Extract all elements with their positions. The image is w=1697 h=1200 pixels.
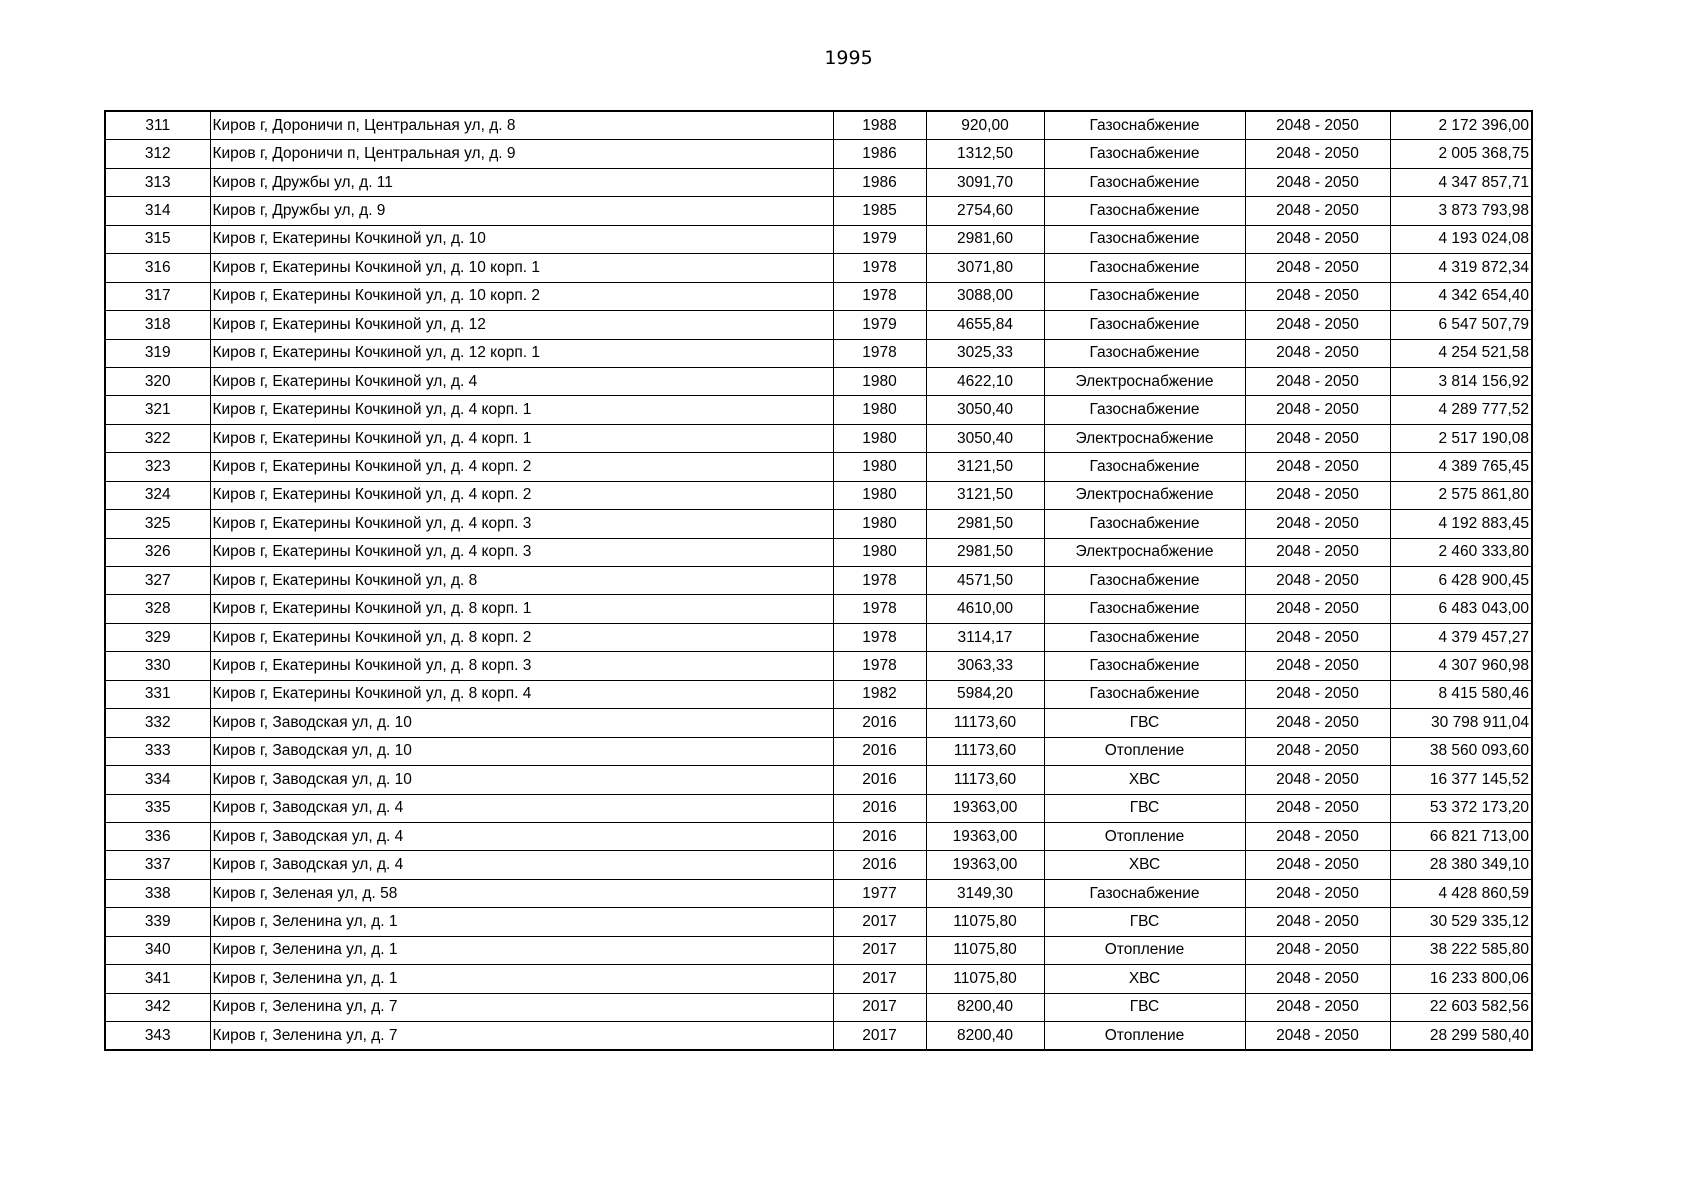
cost-cell: 66 821 713,00 <box>1390 822 1532 850</box>
cost-cell: 2 005 368,75 <box>1390 140 1532 168</box>
row-number-cell: 320 <box>105 367 210 395</box>
year-cell: 1980 <box>833 424 926 452</box>
address-cell: Киров г, Екатерины Кочкиной ул, д. 10 <box>210 225 833 253</box>
row-number-cell: 321 <box>105 396 210 424</box>
year-cell: 1978 <box>833 595 926 623</box>
year-cell: 1980 <box>833 367 926 395</box>
table-row <box>105 936 1532 964</box>
table-body <box>105 111 1532 1050</box>
repair-period-cell: 2048 - 2050 <box>1245 851 1390 879</box>
cost-cell: 6 483 043,00 <box>1390 595 1532 623</box>
address-cell: Киров г, Зеленина ул, д. 1 <box>210 936 833 964</box>
table-row <box>105 822 1532 850</box>
year-cell: 1978 <box>833 567 926 595</box>
year-cell: 1986 <box>833 140 926 168</box>
table-row <box>105 367 1532 395</box>
area-cell: 4655,84 <box>926 311 1044 339</box>
repair-period-cell: 2048 - 2050 <box>1245 538 1390 566</box>
area-cell: 3050,40 <box>926 396 1044 424</box>
address-cell: Киров г, Екатерины Кочкиной ул, д. 4 корп. 3 <box>210 538 833 566</box>
year-cell: 1977 <box>833 879 926 907</box>
system-type-cell: Газоснабжение <box>1044 595 1245 623</box>
system-type-cell: Газоснабжение <box>1044 396 1245 424</box>
cost-cell: 4 289 777,52 <box>1390 396 1532 424</box>
row-number-cell: 333 <box>105 737 210 765</box>
table-row <box>105 737 1532 765</box>
area-cell: 11173,60 <box>926 709 1044 737</box>
address-cell: Киров г, Зеленая ул, д. 58 <box>210 879 833 907</box>
year-cell: 2016 <box>833 822 926 850</box>
year-cell: 2017 <box>833 936 926 964</box>
address-cell: Киров г, Зеленина ул, д. 7 <box>210 993 833 1021</box>
row-number-cell: 325 <box>105 510 210 538</box>
cost-cell: 3 814 156,92 <box>1390 367 1532 395</box>
area-cell: 4610,00 <box>926 595 1044 623</box>
cost-cell: 28 299 580,40 <box>1390 1022 1532 1051</box>
cost-cell: 30 798 911,04 <box>1390 709 1532 737</box>
area-cell: 11075,80 <box>926 965 1044 993</box>
repair-period-cell: 2048 - 2050 <box>1245 1022 1390 1051</box>
address-cell: Киров г, Екатерины Кочкиной ул, д. 4 корп. 2 <box>210 481 833 509</box>
row-number-cell: 340 <box>105 936 210 964</box>
year-cell: 2017 <box>833 908 926 936</box>
table-row <box>105 965 1532 993</box>
table-row <box>105 282 1532 310</box>
system-type-cell: Газоснабжение <box>1044 197 1245 225</box>
table-row <box>105 794 1532 822</box>
row-number-cell: 324 <box>105 481 210 509</box>
system-type-cell: Газоснабжение <box>1044 680 1245 708</box>
address-cell: Киров г, Заводская ул, д. 4 <box>210 822 833 850</box>
repair-period-cell: 2048 - 2050 <box>1245 822 1390 850</box>
area-cell: 2981,50 <box>926 510 1044 538</box>
table-row <box>105 879 1532 907</box>
area-cell: 19363,00 <box>926 851 1044 879</box>
repair-period-cell: 2048 - 2050 <box>1245 424 1390 452</box>
address-cell: Киров г, Екатерины Кочкиной ул, д. 4 корп. 1 <box>210 424 833 452</box>
area-cell: 19363,00 <box>926 794 1044 822</box>
address-cell: Киров г, Екатерины Кочкиной ул, д. 8 корп. 1 <box>210 595 833 623</box>
address-cell: Киров г, Екатерины Кочкиной ул, д. 10 корп. 1 <box>210 254 833 282</box>
area-cell: 4571,50 <box>926 567 1044 595</box>
year-cell: 2017 <box>833 1022 926 1051</box>
year-cell: 1978 <box>833 282 926 310</box>
repair-period-cell: 2048 - 2050 <box>1245 652 1390 680</box>
address-cell: Киров г, Зеленина ул, д. 1 <box>210 965 833 993</box>
repair-period-cell: 2048 - 2050 <box>1245 197 1390 225</box>
table-row <box>105 908 1532 936</box>
area-cell: 3114,17 <box>926 623 1044 651</box>
row-number-cell: 334 <box>105 766 210 794</box>
year-cell: 2016 <box>833 766 926 794</box>
repair-period-cell: 2048 - 2050 <box>1245 339 1390 367</box>
address-cell: Киров г, Екатерины Кочкиной ул, д. 4 корп. 2 <box>210 453 833 481</box>
year-cell: 2016 <box>833 709 926 737</box>
year-cell: 2016 <box>833 851 926 879</box>
system-type-cell: Газоснабжение <box>1044 282 1245 310</box>
row-number-cell: 337 <box>105 851 210 879</box>
address-cell: Киров г, Екатерины Кочкиной ул, д. 10 корп. 2 <box>210 282 833 310</box>
table-row <box>105 339 1532 367</box>
row-number-cell: 335 <box>105 794 210 822</box>
cost-cell: 22 603 582,56 <box>1390 993 1532 1021</box>
cost-cell: 16 233 800,06 <box>1390 965 1532 993</box>
system-type-cell: Газоснабжение <box>1044 168 1245 196</box>
row-number-cell: 314 <box>105 197 210 225</box>
address-cell: Киров г, Екатерины Кочкиной ул, д. 12 корп. 1 <box>210 339 833 367</box>
area-cell: 11075,80 <box>926 908 1044 936</box>
row-number-cell: 327 <box>105 567 210 595</box>
table-row <box>105 396 1532 424</box>
registry-table <box>104 110 1533 1051</box>
system-type-cell: Газоснабжение <box>1044 453 1245 481</box>
repair-period-cell: 2048 - 2050 <box>1245 453 1390 481</box>
cost-cell: 3 873 793,98 <box>1390 197 1532 225</box>
cost-cell: 2 575 861,80 <box>1390 481 1532 509</box>
year-cell: 1979 <box>833 225 926 253</box>
system-type-cell: Газоснабжение <box>1044 652 1245 680</box>
table-row <box>105 567 1532 595</box>
system-type-cell: ХВС <box>1044 766 1245 794</box>
row-number-cell: 331 <box>105 680 210 708</box>
system-type-cell: Отопление <box>1044 1022 1245 1051</box>
system-type-cell: Газоснабжение <box>1044 254 1245 282</box>
system-type-cell: Отопление <box>1044 936 1245 964</box>
repair-period-cell: 2048 - 2050 <box>1245 965 1390 993</box>
year-cell: 1986 <box>833 168 926 196</box>
address-cell: Киров г, Екатерины Кочкиной ул, д. 8 корп. 4 <box>210 680 833 708</box>
repair-period-cell: 2048 - 2050 <box>1245 311 1390 339</box>
cost-cell: 4 342 654,40 <box>1390 282 1532 310</box>
row-number-cell: 318 <box>105 311 210 339</box>
repair-period-cell: 2048 - 2050 <box>1245 766 1390 794</box>
table-row <box>105 652 1532 680</box>
address-cell: Киров г, Екатерины Кочкиной ул, д. 4 корп. 1 <box>210 396 833 424</box>
address-cell: Киров г, Екатерины Кочкиной ул, д. 4 <box>210 367 833 395</box>
repair-period-cell: 2048 - 2050 <box>1245 168 1390 196</box>
repair-period-cell: 2048 - 2050 <box>1245 993 1390 1021</box>
cost-cell: 4 379 457,27 <box>1390 623 1532 651</box>
cost-cell: 16 377 145,52 <box>1390 766 1532 794</box>
area-cell: 11173,60 <box>926 737 1044 765</box>
repair-period-cell: 2048 - 2050 <box>1245 737 1390 765</box>
row-number-cell: 339 <box>105 908 210 936</box>
row-number-cell: 312 <box>105 140 210 168</box>
year-cell: 2016 <box>833 794 926 822</box>
cost-cell: 8 415 580,46 <box>1390 680 1532 708</box>
system-type-cell: Газоснабжение <box>1044 311 1245 339</box>
area-cell: 8200,40 <box>926 1022 1044 1051</box>
table-row <box>105 311 1532 339</box>
system-type-cell: Электроснабжение <box>1044 424 1245 452</box>
system-type-cell: Электроснабжение <box>1044 538 1245 566</box>
cost-cell: 30 529 335,12 <box>1390 908 1532 936</box>
row-number-cell: 329 <box>105 623 210 651</box>
cost-cell: 28 380 349,10 <box>1390 851 1532 879</box>
system-type-cell: Газоснабжение <box>1044 623 1245 651</box>
table-row <box>105 140 1532 168</box>
system-type-cell: ГВС <box>1044 908 1245 936</box>
row-number-cell: 336 <box>105 822 210 850</box>
area-cell: 3121,50 <box>926 453 1044 481</box>
repair-period-cell: 2048 - 2050 <box>1245 595 1390 623</box>
area-cell: 920,00 <box>926 111 1044 140</box>
repair-period-cell: 2048 - 2050 <box>1245 140 1390 168</box>
address-cell: Киров г, Екатерины Кочкиной ул, д. 8 <box>210 567 833 595</box>
year-cell: 1979 <box>833 311 926 339</box>
table-row <box>105 225 1532 253</box>
system-type-cell: ХВС <box>1044 965 1245 993</box>
table-row <box>105 595 1532 623</box>
year-cell: 1978 <box>833 254 926 282</box>
address-cell: Киров г, Зеленина ул, д. 7 <box>210 1022 833 1051</box>
system-type-cell: Газоснабжение <box>1044 225 1245 253</box>
address-cell: Киров г, Дружбы ул, д. 9 <box>210 197 833 225</box>
cost-cell: 4 319 872,34 <box>1390 254 1532 282</box>
address-cell: Киров г, Зеленина ул, д. 1 <box>210 908 833 936</box>
system-type-cell: Газоснабжение <box>1044 111 1245 140</box>
table-row <box>105 538 1532 566</box>
system-type-cell: ГВС <box>1044 993 1245 1021</box>
year-cell: 1980 <box>833 510 926 538</box>
page-number: 1995 <box>824 47 873 69</box>
row-number-cell: 317 <box>105 282 210 310</box>
row-number-cell: 326 <box>105 538 210 566</box>
repair-period-cell: 2048 - 2050 <box>1245 623 1390 651</box>
table-row <box>105 1022 1532 1051</box>
cost-cell: 4 307 960,98 <box>1390 652 1532 680</box>
address-cell: Киров г, Екатерины Кочкиной ул, д. 8 корп. 2 <box>210 623 833 651</box>
area-cell: 3050,40 <box>926 424 1044 452</box>
area-cell: 2981,50 <box>926 538 1044 566</box>
address-cell: Киров г, Заводская ул, д. 4 <box>210 794 833 822</box>
repair-period-cell: 2048 - 2050 <box>1245 567 1390 595</box>
repair-period-cell: 2048 - 2050 <box>1245 254 1390 282</box>
repair-period-cell: 2048 - 2050 <box>1245 367 1390 395</box>
address-cell: Киров г, Екатерины Кочкиной ул, д. 8 корп. 3 <box>210 652 833 680</box>
address-cell: Киров г, Екатерины Кочкиной ул, д. 12 <box>210 311 833 339</box>
row-number-cell: 341 <box>105 965 210 993</box>
cost-cell: 4 428 860,59 <box>1390 879 1532 907</box>
system-type-cell: Газоснабжение <box>1044 567 1245 595</box>
cost-cell: 4 192 883,45 <box>1390 510 1532 538</box>
year-cell: 1980 <box>833 481 926 509</box>
cost-cell: 38 560 093,60 <box>1390 737 1532 765</box>
year-cell: 1980 <box>833 538 926 566</box>
repair-period-cell: 2048 - 2050 <box>1245 908 1390 936</box>
table-row <box>105 766 1532 794</box>
row-number-cell: 311 <box>105 111 210 140</box>
address-cell: Киров г, Заводская ул, д. 10 <box>210 766 833 794</box>
system-type-cell: Газоснабжение <box>1044 140 1245 168</box>
area-cell: 5984,20 <box>926 680 1044 708</box>
year-cell: 1988 <box>833 111 926 140</box>
year-cell: 1978 <box>833 623 926 651</box>
table-row <box>105 851 1532 879</box>
area-cell: 2754,60 <box>926 197 1044 225</box>
address-cell: Киров г, Дружбы ул, д. 11 <box>210 168 833 196</box>
area-cell: 2981,60 <box>926 225 1044 253</box>
repair-period-cell: 2048 - 2050 <box>1245 282 1390 310</box>
area-cell: 3063,33 <box>926 652 1044 680</box>
table-row <box>105 510 1532 538</box>
area-cell: 3025,33 <box>926 339 1044 367</box>
repair-period-cell: 2048 - 2050 <box>1245 510 1390 538</box>
row-number-cell: 322 <box>105 424 210 452</box>
area-cell: 4622,10 <box>926 367 1044 395</box>
repair-period-cell: 2048 - 2050 <box>1245 396 1390 424</box>
row-number-cell: 330 <box>105 652 210 680</box>
area-cell: 11173,60 <box>926 766 1044 794</box>
table-row <box>105 168 1532 196</box>
cost-cell: 2 460 333,80 <box>1390 538 1532 566</box>
cost-cell: 4 193 024,08 <box>1390 225 1532 253</box>
table-row <box>105 680 1532 708</box>
row-number-cell: 313 <box>105 168 210 196</box>
system-type-cell: Электроснабжение <box>1044 367 1245 395</box>
repair-period-cell: 2048 - 2050 <box>1245 709 1390 737</box>
address-cell: Киров г, Дороничи п, Центральная ул, д. 9 <box>210 140 833 168</box>
system-type-cell: Отопление <box>1044 822 1245 850</box>
table-row <box>105 424 1532 452</box>
address-cell: Киров г, Заводская ул, д. 4 <box>210 851 833 879</box>
repair-period-cell: 2048 - 2050 <box>1245 680 1390 708</box>
table-row <box>105 111 1532 140</box>
table-row <box>105 254 1532 282</box>
area-cell: 19363,00 <box>926 822 1044 850</box>
area-cell: 1312,50 <box>926 140 1044 168</box>
row-number-cell: 342 <box>105 993 210 1021</box>
year-cell: 2017 <box>833 965 926 993</box>
address-cell: Киров г, Дороничи п, Центральная ул, д. 8 <box>210 111 833 140</box>
row-number-cell: 343 <box>105 1022 210 1051</box>
row-number-cell: 338 <box>105 879 210 907</box>
row-number-cell: 316 <box>105 254 210 282</box>
area-cell: 3149,30 <box>926 879 1044 907</box>
repair-period-cell: 2048 - 2050 <box>1245 111 1390 140</box>
table-row <box>105 709 1532 737</box>
year-cell: 2017 <box>833 993 926 1021</box>
system-type-cell: ГВС <box>1044 709 1245 737</box>
system-type-cell: Газоснабжение <box>1044 339 1245 367</box>
year-cell: 1985 <box>833 197 926 225</box>
area-cell: 3071,80 <box>926 254 1044 282</box>
area-cell: 3091,70 <box>926 168 1044 196</box>
row-number-cell: 328 <box>105 595 210 623</box>
cost-cell: 4 347 857,71 <box>1390 168 1532 196</box>
repair-period-cell: 2048 - 2050 <box>1245 225 1390 253</box>
year-cell: 1978 <box>833 652 926 680</box>
repair-period-cell: 2048 - 2050 <box>1245 481 1390 509</box>
address-cell: Киров г, Заводская ул, д. 10 <box>210 737 833 765</box>
system-type-cell: Электроснабжение <box>1044 481 1245 509</box>
year-cell: 1978 <box>833 339 926 367</box>
area-cell: 11075,80 <box>926 936 1044 964</box>
table-row <box>105 453 1532 481</box>
cost-cell: 2 172 396,00 <box>1390 111 1532 140</box>
area-cell: 8200,40 <box>926 993 1044 1021</box>
year-cell: 1980 <box>833 453 926 481</box>
row-number-cell: 323 <box>105 453 210 481</box>
row-number-cell: 315 <box>105 225 210 253</box>
cost-cell: 6 547 507,79 <box>1390 311 1532 339</box>
system-type-cell: Отопление <box>1044 737 1245 765</box>
table-row <box>105 623 1532 651</box>
year-cell: 2016 <box>833 737 926 765</box>
repair-period-cell: 2048 - 2050 <box>1245 794 1390 822</box>
address-cell: Киров г, Заводская ул, д. 10 <box>210 709 833 737</box>
address-cell: Киров г, Екатерины Кочкиной ул, д. 4 корп. 3 <box>210 510 833 538</box>
cost-cell: 4 254 521,58 <box>1390 339 1532 367</box>
system-type-cell: Газоснабжение <box>1044 879 1245 907</box>
system-type-cell: ХВС <box>1044 851 1245 879</box>
cost-cell: 6 428 900,45 <box>1390 567 1532 595</box>
table-row <box>105 481 1532 509</box>
cost-cell: 2 517 190,08 <box>1390 424 1532 452</box>
area-cell: 3088,00 <box>926 282 1044 310</box>
cost-cell: 53 372 173,20 <box>1390 794 1532 822</box>
row-number-cell: 319 <box>105 339 210 367</box>
repair-period-cell: 2048 - 2050 <box>1245 879 1390 907</box>
year-cell: 1980 <box>833 396 926 424</box>
system-type-cell: ГВС <box>1044 794 1245 822</box>
table-row <box>105 993 1532 1021</box>
year-cell: 1982 <box>833 680 926 708</box>
row-number-cell: 332 <box>105 709 210 737</box>
repair-period-cell: 2048 - 2050 <box>1245 936 1390 964</box>
table-row <box>105 197 1532 225</box>
system-type-cell: Газоснабжение <box>1044 510 1245 538</box>
cost-cell: 4 389 765,45 <box>1390 453 1532 481</box>
area-cell: 3121,50 <box>926 481 1044 509</box>
cost-cell: 38 222 585,80 <box>1390 936 1532 964</box>
